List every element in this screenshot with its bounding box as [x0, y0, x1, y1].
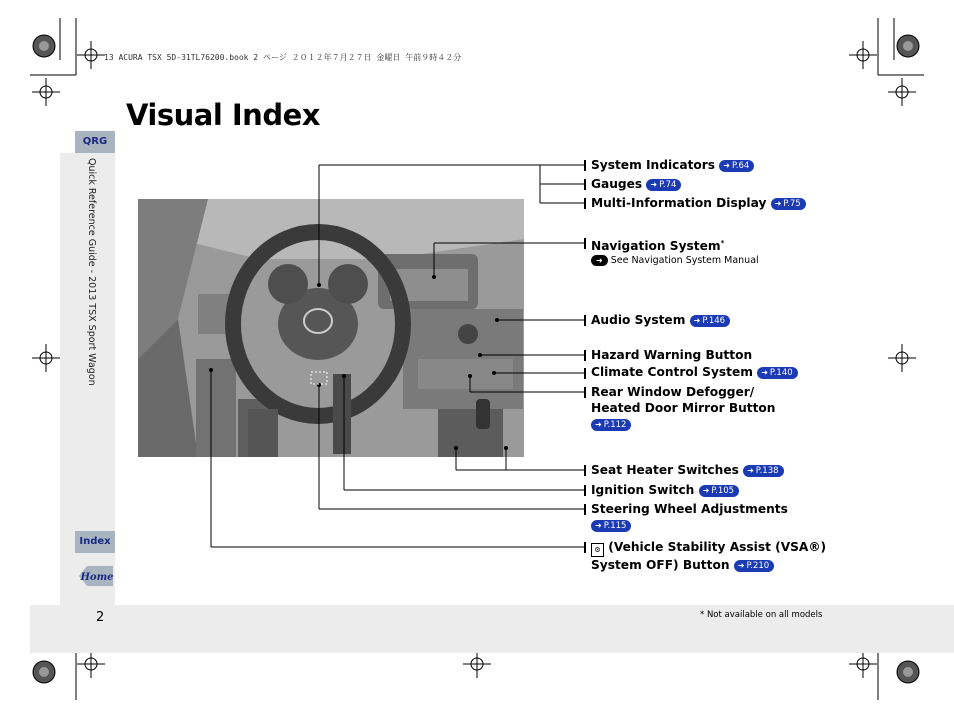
arrow-right-icon: ➜ [591, 255, 608, 266]
callout-label: Gauges [591, 177, 643, 191]
page-ref-link[interactable]: ➜ P.74 [646, 179, 681, 191]
page-ref-link[interactable]: ➜ P.146 [690, 315, 730, 327]
callout-label: Ignition Switch [591, 483, 695, 497]
callout-label: Multi-Information Display [591, 196, 767, 210]
page-ref-link[interactable]: ➜ P.140 [757, 367, 797, 379]
page-title: Visual Index [126, 98, 320, 132]
callout-label: Audio System [591, 313, 686, 327]
callout-hazard-warning-button [591, 348, 752, 363]
page-ref-link[interactable]: ➜ P.138 [743, 465, 783, 477]
callout-system-indicators [591, 158, 754, 173]
sidebar-title: Quick Reference Guide - 2013 TSX Sport Wagon [86, 158, 97, 386]
callout-navigation-system [591, 236, 724, 254]
page-number: 2 [96, 610, 105, 625]
footnote-mark: * [720, 239, 725, 247]
callout-steering-wheel-adjustments [591, 502, 788, 533]
navigation-see-manual: ➜ See Navigation System Manual [591, 255, 759, 266]
page-ref-link[interactable]: ➜ P.75 [771, 198, 806, 210]
index-tab[interactable]: Index [75, 531, 115, 553]
callout-label: Rear Window Defogger/ [591, 385, 755, 399]
callout-label: (Vehicle Stability Assist (VSA®) [608, 540, 827, 554]
callout-label: Seat Heater Switches [591, 463, 739, 477]
callout-label-line2: System OFF) Button [591, 558, 730, 572]
callout-label: Navigation System [591, 239, 721, 254]
page-ref-link[interactable]: ➜ P.64 [719, 160, 754, 172]
footnote: * Not available on all models [700, 610, 823, 620]
vsa-icon: ⚙ [591, 543, 604, 557]
callout-vsa-off-button [591, 540, 826, 573]
callout-climate-control-system [591, 365, 798, 380]
callout-multi-information-display [591, 196, 806, 211]
callout-label: System Indicators [591, 158, 716, 172]
callout-label: Steering Wheel Adjustments [591, 502, 788, 516]
callout-label-line2: Heated Door Mirror Button [591, 401, 776, 415]
qrg-tab[interactable]: QRG [75, 131, 115, 153]
page-ref-link[interactable]: ➜ P.115 [591, 520, 631, 532]
print-header: 13 ACURA TSX 5D-31TL76200.book 2 ページ ２０１２年７月２７日 金曜日 午前９時４２分 [104, 53, 462, 62]
callout-ignition-switch [591, 483, 739, 498]
callout-label: Climate Control System [591, 365, 753, 379]
callout-seat-heater-switches [591, 463, 784, 478]
callout-label: Hazard Warning Button [591, 348, 753, 362]
callout-audio-system [591, 313, 730, 328]
page-ref-link[interactable]: ➜ P.112 [591, 419, 631, 431]
callout-gauges [591, 177, 681, 192]
callout-rear-window-defogger [591, 385, 776, 432]
home-label: Home [80, 572, 114, 583]
page-ref-link[interactable]: ➜ P.210 [734, 560, 774, 572]
page-ref-link[interactable]: ➜ P.105 [699, 485, 739, 497]
